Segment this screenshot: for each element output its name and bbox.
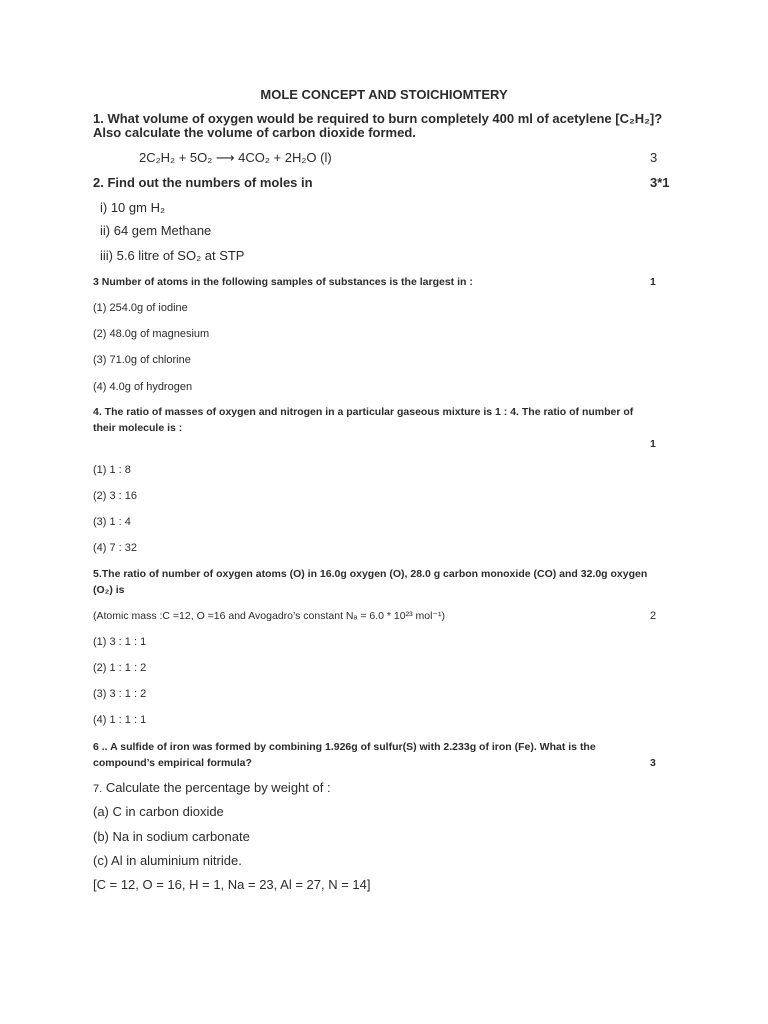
question-7-item: (c) Al in aluminium nitride. <box>93 853 242 868</box>
question-1-equation: 2C₂H₂ + 5O₂ ⟶ 4CO₂ + 2H₂O (l) <box>139 150 332 165</box>
question-5-option: (3) 3 : 1 : 2 <box>93 688 147 700</box>
question-5-marks: 2 <box>650 610 657 622</box>
question-3-option: (3) 71.0g of chlorine <box>93 354 191 366</box>
question-5-option: (1) 3 : 1 : 1 <box>93 636 147 648</box>
question-2-item: iii) 5.6 litre of SO₂ at STP <box>100 248 245 263</box>
question-7-item: (a) C in carbon dioxide <box>93 804 224 819</box>
question-2-text: 2. Find out the numbers of moles in <box>93 175 313 190</box>
question-1-marks: 3 <box>650 150 658 165</box>
question-7-item: (b) Na in sodium carbonate <box>93 829 250 844</box>
question-7-number: 7. <box>93 783 103 795</box>
question-4-option: (2) 3 : 16 <box>93 490 138 502</box>
question-5-line1: 5.The ratio of number of oxygen atoms (O) in 16.0g oxygen (O), 28.0 g carbon monoxide (CO) and 32.0g oxygen <box>93 568 648 580</box>
question-4-line2: their molecule is : <box>93 422 183 434</box>
question-3-option: (4) 4.0g of hydrogen <box>93 381 193 393</box>
question-1-line1: 1. What volume of oxygen would be required to burn completely 400 ml of acetylene [C₂H₂]? <box>93 111 663 126</box>
question-7 <box>93 780 331 795</box>
question-2-marks: 3*1 <box>650 175 670 190</box>
question-4-option: (3) 1 : 4 <box>93 516 131 528</box>
question-3-text: 3 Number of atoms in the following samples of substances is the largest in : <box>93 276 473 288</box>
question-5-option: (2) 1 : 1 : 2 <box>93 662 147 674</box>
question-1-line2: Also calculate the volume of carbon dioxide formed. <box>93 125 416 140</box>
question-4-option: (4) 7 : 32 <box>93 542 138 554</box>
question-7-text: Calculate the percentage by weight of : <box>105 780 331 795</box>
question-7-atomic-masses: [C = 12, O = 16, H = 1, Na = 23, Al = 27, N = 14] <box>93 877 371 892</box>
question-5-line2: (O₂) is <box>93 584 125 596</box>
question-6-marks: 3 <box>650 757 656 769</box>
question-3-marks: 1 <box>650 276 656 288</box>
question-5-note: (Atomic mass :C =12, O =16 and Avogadro’s constant Nₐ = 6.0 * 10²³ mol⁻¹) <box>93 610 445 622</box>
question-6-line2: compound’s empirical formula? <box>93 757 252 769</box>
question-3-option: (1) 254.0g of iodine <box>93 302 188 314</box>
question-2-item: ii) 64 gem Methane <box>100 223 212 238</box>
page-title: MOLE CONCEPT AND STOICHIOMTERY <box>260 87 508 102</box>
question-6-line1: 6 .. A sulfide of iron was formed by combining 1.926g of sulfur(S) with 2.233g of iron (Fe). What is the <box>93 741 596 753</box>
question-4-marks: 1 <box>650 438 656 450</box>
question-4-option: (1) 1 : 8 <box>93 464 131 476</box>
question-3-option: (2) 48.0g of magnesium <box>93 328 210 340</box>
question-4-line1: 4. The ratio of masses of oxygen and nitrogen in a particular gaseous mixture is 1 : 4. The ratio of number of <box>93 406 634 418</box>
question-2-item: i) 10 gm H₂ <box>100 200 166 215</box>
question-5-option: (4) 1 : 1 : 1 <box>93 714 147 726</box>
